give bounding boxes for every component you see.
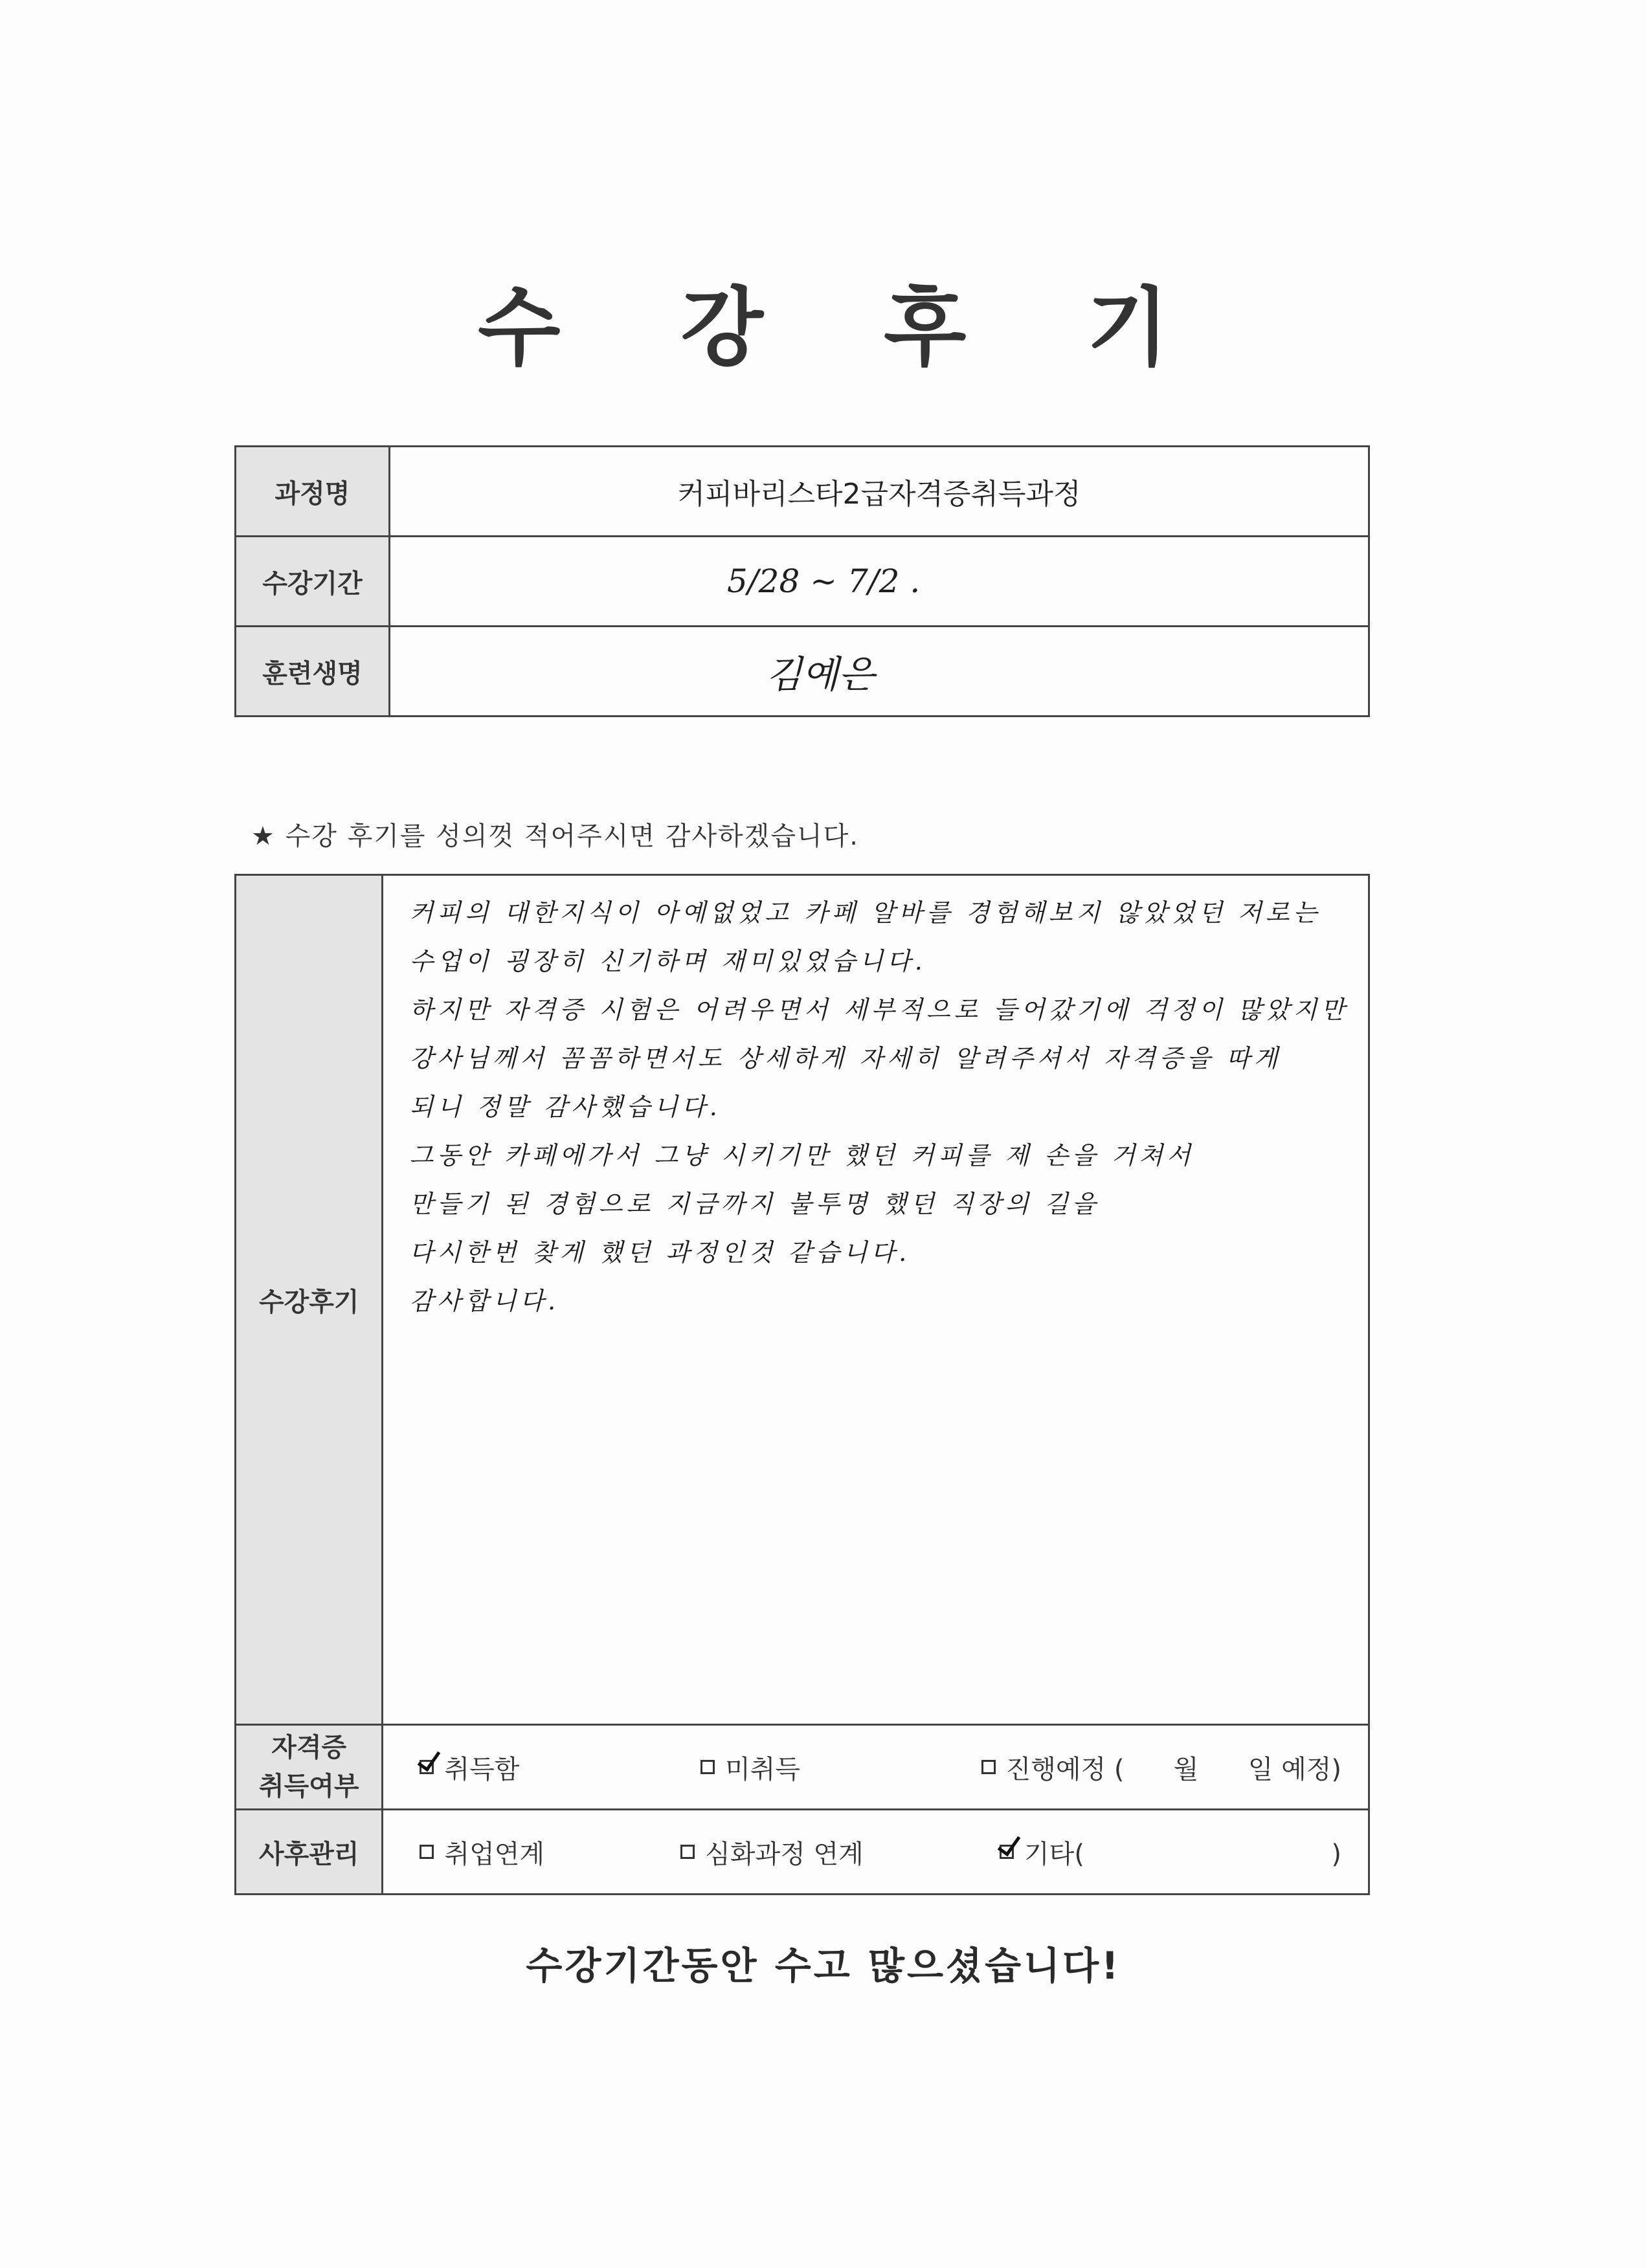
review-lines (383, 876, 1368, 1326)
review-table (234, 874, 1370, 1895)
review-line: 하지만 자격증 시험은 어려우면서 세부적으로 들어갔기에 걱정이 많았지만 (409, 995, 1349, 1024)
review-row (236, 875, 1369, 1725)
option-label: 취득함 (444, 1754, 520, 1784)
review-line: 되니 정말 감사했습니다. (409, 1093, 721, 1121)
checkbox-icon[interactable] (981, 1760, 996, 1774)
course-label: 과정명 (236, 447, 390, 537)
aftercare-row (236, 1810, 1369, 1895)
certificate-options (383, 1725, 1369, 1810)
review-label: 수강후기 (236, 875, 383, 1725)
trainee-row (236, 627, 1369, 717)
period-value: 5/28 ~ 7/2 . (390, 537, 1369, 627)
review-line: 감사합니다. (409, 1287, 560, 1315)
certificate-label (236, 1725, 383, 1810)
notice-text: ★ 수강 후기를 성의껏 적어주시면 감사하겠습니다. (251, 821, 859, 851)
certificate-option-not-acquired[interactable] (700, 1749, 800, 1786)
checkbox-checked-icon[interactable] (1000, 1845, 1014, 1859)
checkbox-checked-icon[interactable] (420, 1760, 434, 1774)
certificate-row (236, 1725, 1369, 1810)
trainee-value: 김예은 (390, 627, 1369, 717)
course-value: 커피바리스타2급자격증취득과정 (390, 447, 1369, 537)
checkbox-icon[interactable] (680, 1845, 695, 1859)
certificate-label-line1: 자격증 (271, 1733, 347, 1762)
certificate-option-scheduled[interactable] (981, 1749, 1341, 1786)
course-info-table (234, 445, 1370, 717)
option-label: 미취득 (725, 1754, 800, 1784)
option-label: 기타( ) (1024, 1839, 1341, 1869)
aftercare-option-employment[interactable] (420, 1834, 544, 1871)
review-line: 강사님께서 꼼꼼하면서도 상세하게 자세히 알려주셔서 자격증을 따게 (409, 1044, 1282, 1073)
period-label: 수강기간 (236, 537, 390, 627)
period-row (236, 537, 1369, 627)
aftercare-option-other[interactable] (1000, 1834, 1341, 1871)
checkbox-icon[interactable] (420, 1845, 434, 1859)
review-line: 만들기 된 경험으로 지금까지 불투명 했던 직장의 길을 (409, 1190, 1100, 1218)
certificate-label-line2: 취득여부 (258, 1772, 359, 1801)
aftercare-options (383, 1810, 1369, 1895)
option-label: 진행예정 ( 월 일 예정) (1005, 1754, 1341, 1784)
review-line: 수업이 굉장히 신기하며 재미있었습니다. (409, 947, 926, 975)
checkbox-icon[interactable] (700, 1760, 715, 1774)
option-label: 취업연계 (444, 1839, 545, 1869)
course-row (236, 447, 1369, 537)
page-title: 수 강 후 기 (478, 278, 1215, 378)
trainee-label: 훈련생명 (236, 627, 390, 717)
footer-message: 수강기간동안 수고 많으셨습니다! (526, 1944, 1121, 1988)
review-line: 그동안 카페에가서 그냥 시키기만 했던 커피를 제 손을 거쳐서 (409, 1141, 1194, 1170)
review-body (383, 875, 1369, 1725)
option-label: 심화과정 연계 (705, 1839, 864, 1869)
review-line: 다시한번 찾게 했던 과정인것 같습니다. (409, 1238, 911, 1267)
aftercare-option-advanced-course[interactable] (680, 1834, 864, 1871)
certificate-option-acquired[interactable] (420, 1749, 519, 1786)
aftercare-label: 사후관리 (236, 1810, 383, 1895)
review-line: 커피의 대한지식이 아예없었고 카페 알바를 경험해보지 않았었던 저로는 (409, 898, 1321, 927)
